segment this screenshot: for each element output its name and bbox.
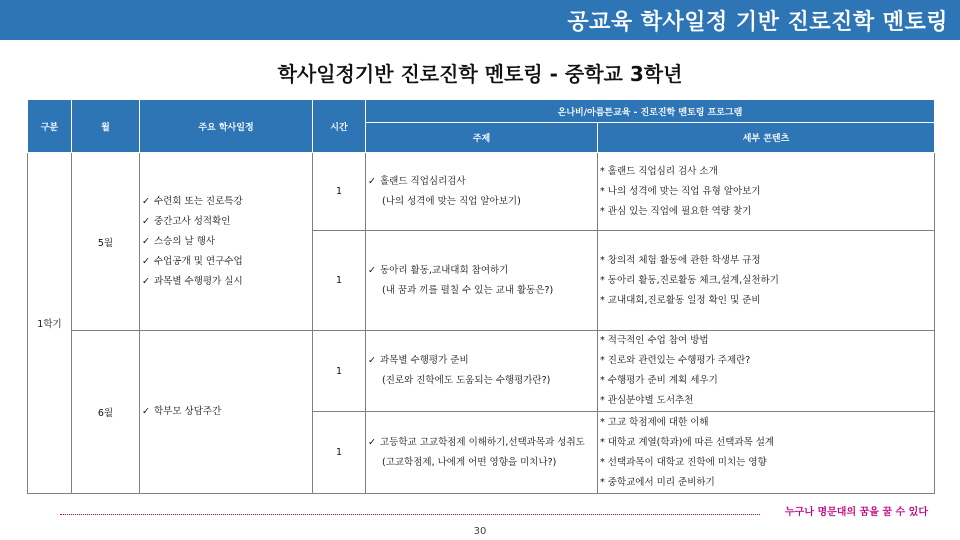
header-time: 시간 <box>313 100 366 153</box>
check-icon: ✓ <box>142 235 150 247</box>
table-header-row <box>28 100 935 123</box>
banner-title: 공교육 학사일정 기반 진로진학 멘토링 <box>567 10 948 35</box>
details-cell <box>598 153 935 231</box>
footer-divider <box>60 514 760 515</box>
time-cell: 1 <box>313 331 366 412</box>
schedule-item-text: 학부모 상담주간 <box>154 406 222 417</box>
schedule-item-text: 과목별 수행평가 실시 <box>154 275 243 287</box>
schedule-item-text: 수련회 또는 진로특강 <box>154 195 243 207</box>
page-title: 학사일정기반 진로진학 멘토링 - 중학교 3학년 <box>277 62 683 86</box>
details-cell <box>598 412 935 494</box>
check-icon: ✓ <box>142 275 150 287</box>
detail-item: * 나의 성격에 맞는 직업 유형 알아보기 <box>600 185 761 197</box>
time-cell: 1 <box>313 412 366 494</box>
detail-item: * 적극적인 수업 참여 방법 <box>600 335 709 346</box>
topic-cell <box>366 331 598 412</box>
check-icon: ✓ <box>368 175 376 187</box>
detail-item: * 관심 있는 직업에 필요한 역량 찾기 <box>600 205 752 217</box>
detail-item: * 진로와 관련있는 수행평가 주제란? <box>600 355 751 366</box>
check-icon: ✓ <box>368 436 376 448</box>
list-item <box>142 232 312 252</box>
page-number: 30 <box>473 526 487 537</box>
detail-item: * 수행평가 준비 계획 세우기 <box>600 375 718 386</box>
schedule-item-text: 수업공개 및 연구수업 <box>154 255 243 267</box>
topic-title <box>366 261 597 281</box>
check-icon: ✓ <box>368 355 376 366</box>
time-cell: 1 <box>313 231 366 331</box>
topic-title <box>366 172 597 192</box>
topic-cell <box>366 153 598 231</box>
schedule-table <box>27 99 935 494</box>
schedule-item-text: 스승의 날 행사 <box>154 235 216 247</box>
check-icon: ✓ <box>142 215 150 227</box>
schedule-cell <box>140 153 313 331</box>
header-category: 구분 <box>28 100 72 153</box>
table-row <box>28 153 935 231</box>
table-row <box>28 331 935 412</box>
topic-text: 동아리 활동,교내대회 참여하기 <box>380 264 509 276</box>
footer-slogan: 누구나 명문대의 꿈을 꿀 수 있다 <box>785 507 928 518</box>
topic-text: 홀랜드 직업심리검사 <box>380 175 466 187</box>
header-details: 세부 콘텐츠 <box>598 123 935 153</box>
detail-item: * 관심분야별 도서추천 <box>600 395 694 406</box>
list-item <box>142 402 312 422</box>
detail-item: * 홀랜드 직업심리 검사 소개 <box>600 165 718 177</box>
header-schedule: 주요 학사일정 <box>140 100 313 153</box>
check-icon: ✓ <box>368 264 376 276</box>
check-icon: ✓ <box>142 406 150 417</box>
time-cell: 1 <box>313 153 366 231</box>
top-banner <box>0 0 960 40</box>
detail-item: * 동아리 활동,진로활동 체크,설계,실천하기 <box>600 274 779 286</box>
header-month: 월 <box>72 100 140 153</box>
detail-item: * 창의적 체험 활동에 관한 학생부 규정 <box>600 254 761 266</box>
check-icon: ✓ <box>142 255 150 267</box>
month-cell: 6월 <box>72 331 140 494</box>
detail-item: * 교내대회,진로활동 일정 확인 및 준비 <box>600 294 761 306</box>
topic-title <box>366 433 597 453</box>
semester-cell: 1학기 <box>28 153 72 494</box>
schedule-item-text: 중간고사 성적확인 <box>154 215 231 227</box>
list-item <box>142 192 312 212</box>
topic-cell <box>366 231 598 331</box>
list-item <box>142 252 312 272</box>
detail-item: * 고교 학점제에 대한 이해 <box>600 416 709 428</box>
detail-item: * 중학교에서 미리 준비하기 <box>600 476 715 488</box>
details-cell <box>598 231 935 331</box>
topic-subtitle: (고교학점제, 나에게 어떤 영향을 미치나?) <box>382 456 557 468</box>
month-cell: 5월 <box>72 153 140 331</box>
list-item <box>142 212 312 232</box>
schedule-cell <box>140 331 313 494</box>
list-item <box>142 272 312 292</box>
topic-text: 고등학교 고교학점제 이해하기,선택과목과 성취도 <box>380 436 585 448</box>
topic-subtitle: (나의 성격에 맞는 직업 알아보기) <box>382 195 521 207</box>
header-program: 온나비/아름튼교육 - 진로진학 멘토링 프로그램 <box>366 100 935 123</box>
detail-item: * 대학교 계열(학과)에 따른 선택과목 설계 <box>600 436 775 448</box>
check-icon: ✓ <box>142 195 150 207</box>
schedule-list <box>140 402 312 422</box>
schedule-list <box>140 192 312 292</box>
header-topic: 주제 <box>366 123 598 153</box>
topic-subtitle: (진로와 진학에도 도움되는 수행평가란?) <box>382 375 551 386</box>
topic-text: 과목별 수행평가 준비 <box>380 355 469 366</box>
details-cell <box>598 331 935 412</box>
topic-cell <box>366 412 598 494</box>
topic-title <box>366 351 597 371</box>
detail-item: * 선택과목이 대학교 진학에 미치는 영향 <box>600 456 767 468</box>
topic-subtitle: (내 꿈과 끼를 펼칠 수 있는 교내 활동은?) <box>382 284 554 296</box>
